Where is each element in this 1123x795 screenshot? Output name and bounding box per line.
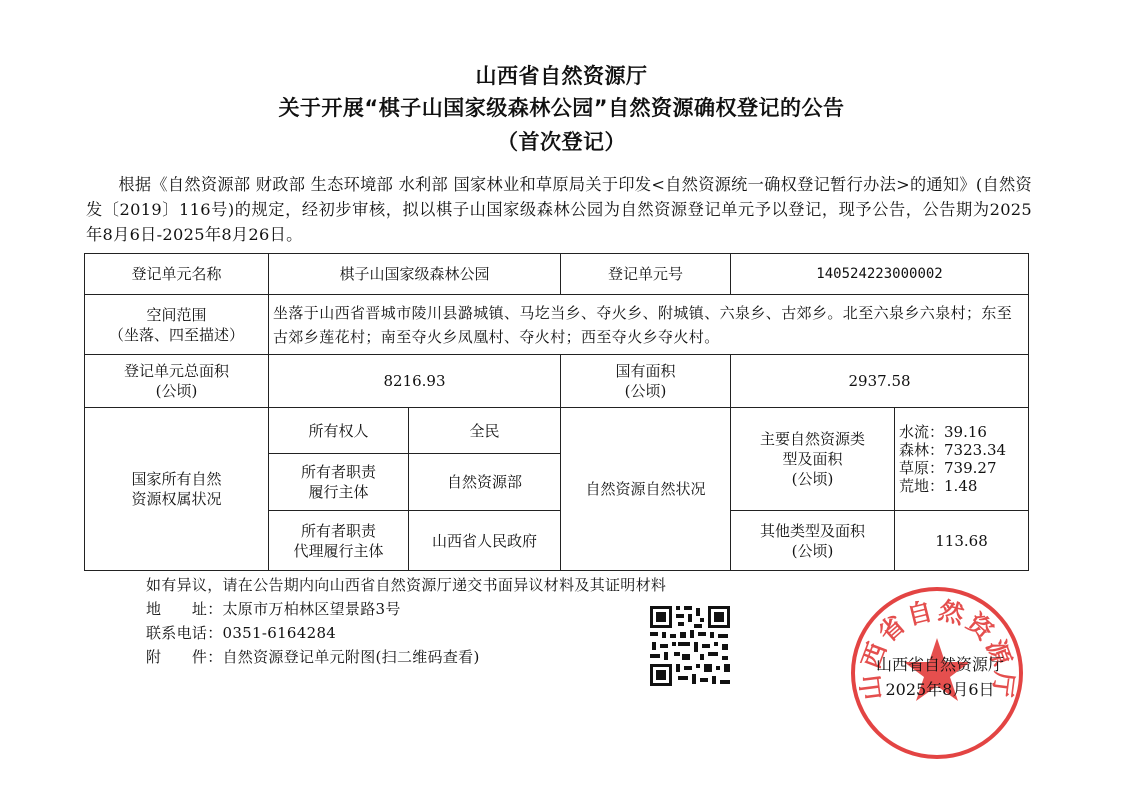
space-label bbox=[85, 295, 269, 355]
state-area-label-line2: (公顷) bbox=[624, 382, 667, 401]
signature-date: 2025年8月6日 bbox=[885, 680, 995, 699]
notice-intro: 根据《自然资源部 财政部 生态环境部 水利部 国家林业和草原局关于印发<自然资源统一确权登记暂行办法>的通知》(自然资发〔2019〕116号)的规定，经初步审核，拟以棋子山国家级森林公园为自然资源登记单元予以登记，现予公告，公告期为2025年8月6日-2025年8月26日。 bbox=[86, 175, 1032, 244]
resource-grassland: 草原：739.27 bbox=[899, 459, 997, 478]
unit-no-value: 140524223000002 bbox=[731, 254, 1029, 295]
registration-table bbox=[84, 253, 1029, 571]
space-label-line2: （坐落、四至描述） bbox=[108, 325, 244, 344]
notice-title: 关于开展“棋子山国家级森林公园”自然资源确权登记的公告 bbox=[278, 96, 845, 120]
duty-label-line2: 履行主体 bbox=[308, 482, 369, 501]
other-types-label-line1: 其他类型及面积 bbox=[760, 521, 866, 540]
attachment-line: 附 件：自然资源登记单元附图(扫二维码查看) bbox=[146, 648, 480, 666]
total-area-label-line2: (公顷) bbox=[155, 382, 198, 401]
svg-text:山西省自然资源厅: 山西省自然资源厅 bbox=[854, 595, 1020, 702]
main-types-label bbox=[731, 408, 895, 511]
signature-org: 山西省自然资源厅 bbox=[875, 655, 1004, 674]
agent-label-line2: 代理履行主体 bbox=[293, 541, 384, 560]
ownership-label-line1: 国家所有自然 bbox=[131, 470, 222, 489]
agent-value: 山西省人民政府 bbox=[409, 511, 561, 571]
resource-forest: 森林：7323.34 bbox=[899, 441, 1007, 460]
objection-note: 如有异议，请在公告期内向山西省自然资源厅递交书面异议材料及其证明材料 bbox=[146, 576, 667, 594]
state-area-value: 2937.58 bbox=[731, 354, 1029, 408]
address-line: 地 址：太原市万柏林区望景路3号 bbox=[146, 600, 401, 618]
natural-status-label: 自然资源自然状况 bbox=[561, 408, 731, 571]
resource-wasteland: 荒地：1.48 bbox=[899, 477, 978, 496]
owner-label: 所有权人 bbox=[269, 408, 409, 453]
phone-line: 联系电话：0351-6164284 bbox=[146, 624, 337, 642]
total-area-label-line1: 登记单元总面积 bbox=[123, 362, 229, 381]
space-label-line1: 空间范围 bbox=[146, 305, 207, 324]
main-types-label-line3: (公顷) bbox=[791, 470, 834, 489]
other-types-label-line2: (公顷) bbox=[791, 541, 834, 560]
agent-label-line1: 所有者职责 bbox=[300, 521, 376, 540]
duty-label bbox=[269, 453, 409, 511]
notice-subtitle: （首次登记） bbox=[497, 130, 626, 154]
agent-label bbox=[269, 511, 409, 571]
ownership-label-line2: 资源权属状况 bbox=[131, 490, 222, 509]
space-value: 坐落于山西省晋城市陵川县潞城镇、马圪当乡、夺火乡、附城镇、六泉乡、古郊乡。北至六泉乡六泉村；东至古郊乡莲花村；南至夺火乡凤凰村、夺火村；西至夺火乡夺火村。 bbox=[269, 295, 1029, 355]
main-types-values bbox=[895, 408, 1029, 511]
main-types-label-line2: 型及面积 bbox=[782, 450, 843, 469]
total-area-value: 8216.93 bbox=[269, 354, 561, 408]
duty-label-line1: 所有者职责 bbox=[300, 462, 376, 481]
unit-name-label: 登记单元名称 bbox=[85, 254, 269, 295]
other-types-label bbox=[731, 511, 895, 571]
other-types-value: 113.68 bbox=[895, 511, 1029, 571]
notice-header-org: 山西省自然资源厅 bbox=[475, 64, 648, 88]
ownership-label bbox=[85, 408, 269, 571]
qr-code-icon[interactable] bbox=[648, 604, 732, 688]
main-types-label-line1: 主要自然资源类 bbox=[760, 430, 866, 449]
duty-value: 自然资源部 bbox=[409, 453, 561, 511]
total-area-label bbox=[85, 354, 269, 408]
unit-no-label: 登记单元号 bbox=[561, 254, 731, 295]
owner-value: 全民 bbox=[409, 408, 561, 453]
unit-name-value: 棋子山国家级森林公园 bbox=[269, 254, 561, 295]
resource-water: 水流：39.16 bbox=[899, 423, 987, 442]
state-area-label-line1: 国有面积 bbox=[615, 362, 676, 381]
state-area-label bbox=[561, 354, 731, 408]
